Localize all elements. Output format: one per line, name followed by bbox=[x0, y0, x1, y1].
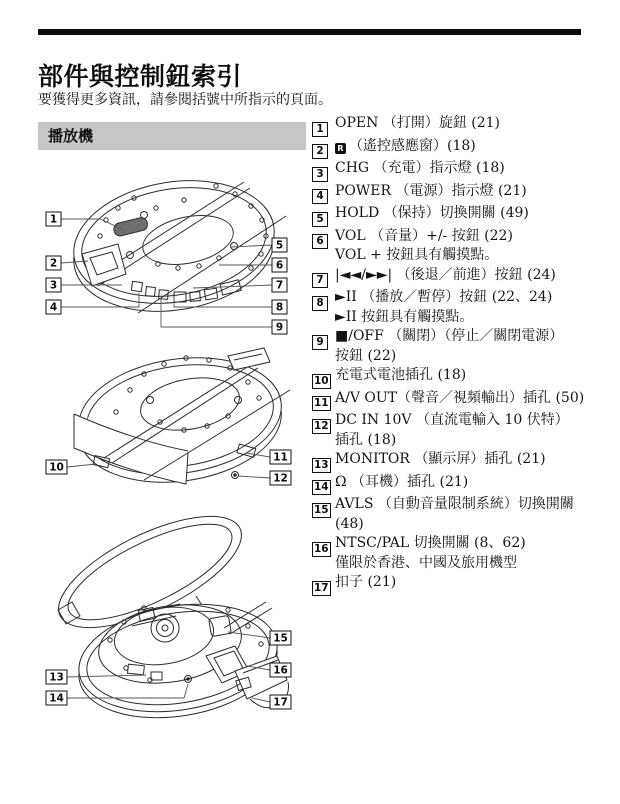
callout-12 bbox=[270, 471, 291, 485]
callout-9 bbox=[272, 320, 287, 334]
page-title: 部件與控制鈕索引 bbox=[38, 61, 243, 91]
parts-list-item bbox=[312, 411, 608, 450]
item-continuation-line: (48) bbox=[335, 515, 364, 532]
item-number-badge: 14 bbox=[314, 481, 329, 493]
callout-number: 1 bbox=[49, 213, 58, 226]
item-text bbox=[335, 366, 466, 386]
item-badge-cell bbox=[312, 366, 335, 389]
item-continuation-line: 僅限於香港、中國及旅用機型 bbox=[335, 554, 517, 571]
item-line: ►II （播放／暫停）按鈕 (22、24) bbox=[335, 289, 553, 305]
item-number-badge: 13 bbox=[314, 458, 329, 471]
parts-list-item bbox=[312, 495, 608, 534]
callout-number: 10 bbox=[49, 461, 64, 474]
item-number-badge: 6 bbox=[312, 234, 328, 249]
parts-list-item bbox=[312, 327, 608, 366]
item-badge-cell bbox=[312, 450, 335, 473]
callout-10 bbox=[46, 460, 67, 474]
intro-text: 要獲得更多資訊，請參閱括號中所指示的頁面。 bbox=[38, 92, 332, 108]
callout-number: 2 bbox=[49, 257, 58, 270]
item-badge-cell bbox=[312, 495, 335, 518]
remote-sensor-icon: R bbox=[335, 143, 346, 154]
item-badge-cell bbox=[312, 573, 335, 596]
item-badge-cell bbox=[312, 266, 335, 289]
item-badge-cell bbox=[312, 204, 335, 227]
item-badge-cell bbox=[312, 288, 335, 311]
parts-list-item bbox=[312, 573, 608, 596]
callout-number: 11 bbox=[273, 451, 288, 464]
callout-number: 17 bbox=[273, 696, 288, 709]
parts-list bbox=[312, 114, 608, 596]
item-badge-cell bbox=[312, 389, 335, 412]
item-number-badge: 5 bbox=[312, 212, 328, 227]
item-text bbox=[335, 534, 526, 573]
item-number-badge: 11 bbox=[314, 397, 329, 409]
item-line: VOL （音量）+/- 按鈕 (22) bbox=[335, 227, 513, 244]
item-text bbox=[335, 389, 584, 409]
parts-list-item bbox=[312, 366, 608, 389]
callout-number: 13 bbox=[49, 671, 64, 684]
item-number-badge: 17 bbox=[314, 581, 329, 594]
diagram-player-rear bbox=[71, 345, 290, 494]
callout-1 bbox=[46, 212, 61, 226]
item-line: MONITOR （顯示屏）插孔 (21) bbox=[335, 451, 546, 467]
item-number-badge: 4 bbox=[312, 189, 328, 204]
parts-list-item bbox=[312, 266, 608, 289]
item-number-badge: 15 bbox=[314, 503, 329, 516]
callout-number: 16 bbox=[273, 664, 288, 677]
item-badge-cell bbox=[312, 534, 335, 557]
item-continuation-line: VOL + 按鈕具有觸摸點。 bbox=[335, 247, 499, 263]
item-line: DC IN 10V （直流電輸入 10 伏特） bbox=[335, 412, 569, 428]
parts-list-item bbox=[312, 114, 608, 137]
callout-14 bbox=[46, 691, 67, 705]
parts-list-item bbox=[312, 288, 608, 327]
item-number-badge: 1 bbox=[312, 122, 328, 137]
item-number-badge: 2 bbox=[312, 144, 328, 159]
parts-list-item bbox=[312, 159, 608, 182]
item-badge-cell bbox=[312, 411, 335, 434]
item-text bbox=[335, 473, 468, 493]
item-number-badge: 12 bbox=[314, 419, 329, 432]
callout-4 bbox=[46, 300, 61, 314]
item-line: HOLD （保持）切換開關 (49) bbox=[335, 205, 529, 221]
item-line: NTSC/PAL 切換開關 (8、62) bbox=[335, 535, 526, 551]
item-badge-cell bbox=[312, 182, 335, 205]
item-line: 扣子 (21) bbox=[335, 574, 397, 590]
item-badge-cell bbox=[312, 159, 335, 182]
item-number-badge: 7 bbox=[312, 273, 328, 288]
item-continuation-line: 插孔 (18) bbox=[335, 431, 397, 448]
item-text bbox=[335, 411, 569, 450]
callout-number: 9 bbox=[275, 321, 284, 334]
callout-15 bbox=[270, 631, 291, 645]
item-text bbox=[335, 327, 563, 366]
parts-list-item bbox=[312, 450, 608, 473]
item-text bbox=[335, 450, 546, 470]
item-text bbox=[335, 114, 500, 134]
callout-number: 15 bbox=[273, 632, 288, 645]
callout-17 bbox=[270, 695, 291, 709]
item-text bbox=[335, 573, 396, 593]
callout-2 bbox=[46, 256, 61, 270]
callout-number: 12 bbox=[273, 472, 288, 485]
parts-list-item bbox=[312, 182, 608, 205]
parts-list-item bbox=[312, 389, 608, 412]
item-number-badge: 10 bbox=[314, 374, 329, 387]
item-continuation-line: 按鈕 (22) bbox=[335, 347, 397, 364]
callout-11 bbox=[270, 450, 291, 464]
item-line: Ω （耳機）插孔 (21) bbox=[335, 473, 469, 490]
item-continuation-line: ►II 按鈕具有觸摸點。 bbox=[335, 308, 474, 325]
player-diagrams bbox=[38, 158, 305, 750]
callout-number: 6 bbox=[275, 259, 284, 272]
callout-3 bbox=[46, 278, 61, 292]
callout-8 bbox=[272, 300, 287, 314]
item-number-badge: 16 bbox=[314, 542, 329, 555]
title-rule bbox=[38, 29, 581, 35]
item-line: A/V OUT（聲音／視頻輸出）插孔 (50) bbox=[335, 389, 585, 406]
callout-number: 14 bbox=[49, 692, 64, 705]
item-badge-cell bbox=[312, 227, 335, 250]
item-line: CHG （充電）指示燈 (18) bbox=[335, 160, 505, 176]
callout-7 bbox=[272, 278, 287, 292]
item-text bbox=[335, 227, 513, 266]
item-text bbox=[335, 182, 527, 202]
item-line: POWER （電源）指示燈 (21) bbox=[335, 182, 527, 199]
callout-number: 5 bbox=[275, 239, 284, 252]
item-badge-cell bbox=[312, 473, 335, 496]
parts-list-item bbox=[312, 204, 608, 227]
item-text bbox=[335, 495, 574, 534]
callout-number: 3 bbox=[49, 279, 58, 292]
item-badge-cell bbox=[312, 137, 335, 160]
item-number-badge: 3 bbox=[312, 167, 328, 182]
item-text bbox=[335, 137, 476, 157]
callout-number: 7 bbox=[275, 279, 284, 292]
callout-number: 8 bbox=[275, 301, 284, 314]
item-line: |◄◄/►►| （後退／前進）按鈕 (24) bbox=[335, 266, 556, 283]
callout-5 bbox=[272, 238, 287, 252]
parts-list-item bbox=[312, 227, 608, 266]
item-badge-cell bbox=[312, 327, 335, 350]
parts-list-item bbox=[312, 534, 608, 573]
parts-list-item bbox=[312, 137, 608, 160]
item-number-badge: 9 bbox=[312, 335, 328, 350]
item-line: AVLS （自動音量限制系統）切換開關 bbox=[335, 496, 574, 512]
callout-number: 4 bbox=[49, 301, 58, 314]
item-number-badge: 8 bbox=[312, 296, 328, 311]
item-line: ■/OFF （關閉）（停止／關閉電源） bbox=[335, 328, 564, 344]
item-line: OPEN （打開）旋鈕 (21) bbox=[335, 115, 501, 131]
item-text bbox=[335, 204, 529, 224]
item-line: R （遙控感應窗）(18) bbox=[335, 137, 476, 157]
callout-13 bbox=[46, 670, 67, 684]
item-text bbox=[335, 159, 505, 179]
parts-list-item bbox=[312, 473, 608, 496]
item-badge-cell bbox=[312, 114, 335, 137]
item-text bbox=[335, 266, 556, 286]
section-header-player: 播放機 bbox=[38, 122, 306, 150]
item-text bbox=[335, 288, 552, 327]
callout-6 bbox=[272, 258, 287, 272]
callout-16 bbox=[270, 663, 291, 677]
item-line: 充電式電池插孔 (18) bbox=[335, 367, 467, 383]
diagram-player-open bbox=[43, 494, 288, 731]
